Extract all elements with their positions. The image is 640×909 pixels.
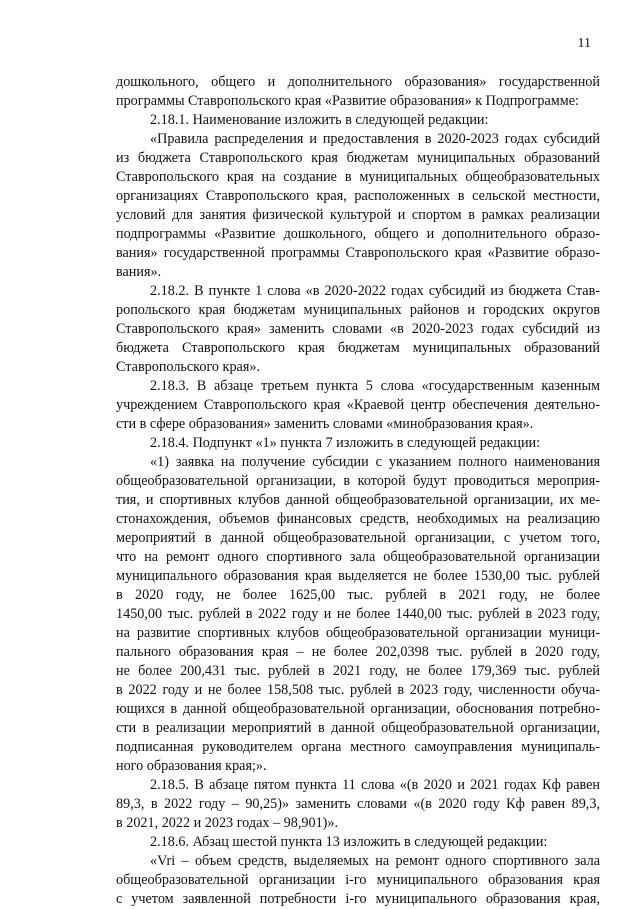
text-line: в 2022 году и не более 158,508 тыс. рублей в 2023 году, численности обуча- [116,682,600,698]
text-line: с учетом заявленной потребности i-го муниципального образования края, [116,891,600,907]
text-line: в 2021, 2022 и 2023 годах – 98,901)». [116,815,339,831]
text-line: «Vri – объем средств, выделяемых на ремонт одного спортивного зала [150,853,600,869]
text-line: организациях Ставропольского края, расположенных в сельской местности, [116,188,600,204]
text-line: ного образования края;». [116,758,267,774]
text-line: бюджета Ставропольского края бюджетам муниципальных образований [116,340,600,356]
text-line: «Правила распределения и предоставления в 2020-2023 годах субсидий [150,131,600,147]
text-line: вания». [116,264,162,280]
text-line: дошкольного, общего и дополнительного образования» государственной [116,74,600,90]
text-line: 2.18.2. В пункте 1 слова «в 2020-2022 годах субсидий из бюджета Став- [150,283,600,299]
text-line: пального образования края – не более 202,0398 тыс. рублей в 2020 году, [116,644,600,660]
text-line: стонахождения, объемов финансовых средств, необходимых на реализацию [116,511,600,527]
text-line: вания» государственной программы Ставропольского края «Развитие образо- [116,245,600,261]
text-line: 2.18.3. В абзаце третьем пункта 5 слова «государственным казенным [150,378,600,394]
text-line: Ставропольского края» заменить словами «в 2020-2023 годах субсидий из [116,321,600,337]
text-line: что на ремонт одного спортивного зала общеобразовательной организации [116,549,600,565]
text-line: 2.18.6. Абзац шестой пункта 13 изложить в следующей редакции: [150,834,548,850]
document-body [116,73,600,909]
text-line: «1) заявка на получение субсидии с указанием полного наименования [150,454,600,470]
text-line: ющихся в данной общеобразовательной организации, обоснования потребно- [116,701,600,717]
text-line: из бюджета Ставропольского края бюджетам муниципальных образований [116,150,600,166]
text-line: 89,3, в 2022 году – 90,25)» заменить словами «(в 2020 году Кф равен 89,3, [116,796,600,812]
text-line: общеобразовательной организации, в которой будут проводиться мероприя- [116,473,600,489]
text-line: ропольского края бюджетам муниципальных районов и городских округов [116,302,600,318]
page-number: 11 [577,36,591,51]
text-line: учреждением Ставропольского края «Краевой центр обеспечения деятельно- [116,397,600,413]
text-line: подпрограммы «Развитие дошкольного, общего и дополнительного образо- [116,226,600,242]
text-line: подписанная руководителем органа местного самоуправления муниципаль- [116,739,600,755]
text-line: программы Ставропольского края «Развитие образования» к Подпрограмме: [116,93,579,109]
text-line: 2.18.5. В абзаце пятом пункта 11 слова «(в 2020 и 2021 годах Кф равен [150,777,600,793]
text-line: 1450,00 тыс. рублей в 2022 году и не более 1440,00 тыс. рублей в 2023 году, [116,606,600,622]
text-line: не более 200,431 тыс. рублей в 2021 году, не более 179,369 тыс. рублей [116,663,600,679]
text-line: Ставропольского края». [116,359,261,375]
text-line: условий для занятия физической культурой и спортом в рамках реализации [116,207,600,223]
text-line: в 2020 году, не более 1625,00 тыс. рублей в 2021 году, не более [116,587,600,603]
text-line: 2.18.4. Подпункт «1» пункта 7 изложить в следующей редакции: [150,435,541,451]
text-line: на развитие спортивных клубов общеобразовательной организации муници- [116,625,600,641]
text-line: сти в сфере образования» заменить словами «минобразования края». [116,416,534,432]
text-line: сти в реализации мероприятий в данной общеобразовательной организации, [116,720,600,736]
text-line: Ставропольского края на создание в муниципальных общеобразовательных [116,169,600,185]
text-line: тия, и спортивных клубов данной общеобразовательной организации, их ме- [116,492,600,508]
text-line: муниципального образования края выделяется не более 1530,00 тыс. рублей [116,568,600,584]
text-line: мероприятий в данной общеобразовательной организации, с учетом того, [116,530,600,546]
text-line: 2.18.1. Наименование изложить в следующей редакции: [150,112,489,128]
text-line: общеобразовательной организации i-го муниципального образования края [116,872,600,888]
